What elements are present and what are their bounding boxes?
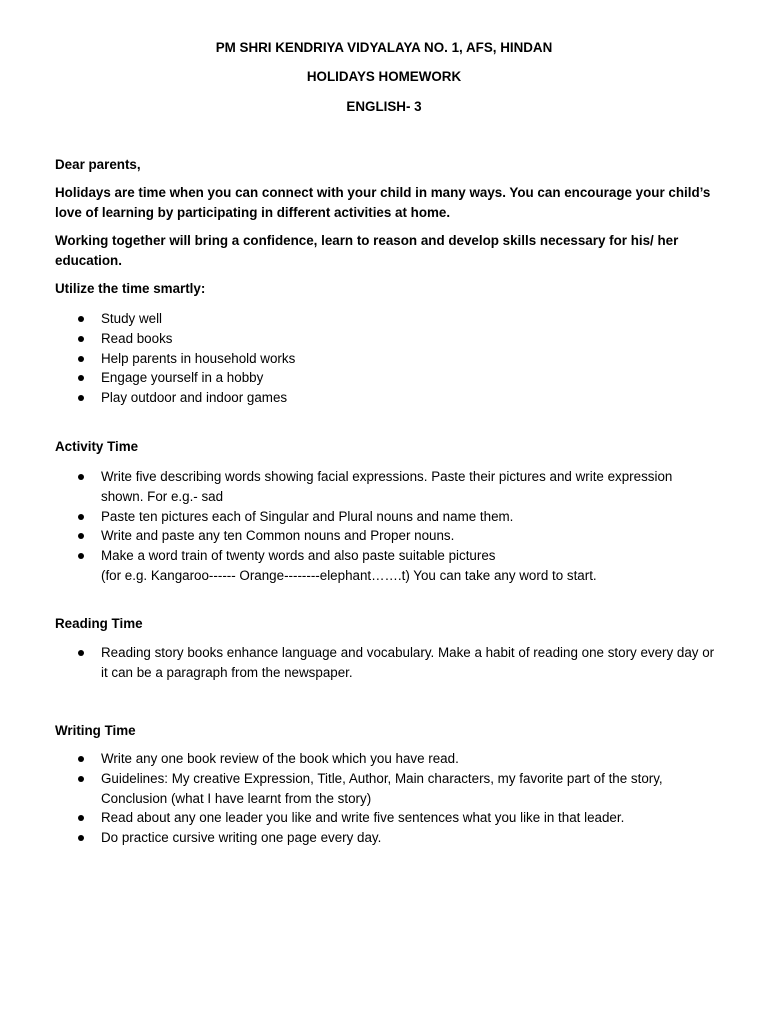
list-item: Help parents in household works — [55, 349, 715, 369]
bullet-icon — [78, 650, 84, 656]
bullet-icon — [78, 835, 84, 841]
utilize-list — [55, 309, 715, 408]
list-item: Paste ten pictures each of Singular and Plural nouns and name them. — [55, 507, 715, 527]
school-name: PM SHRI KENDRIYA VIDYALAYA NO. 1, AFS, HINDAN — [215, 40, 553, 55]
bullet-icon — [78, 514, 84, 520]
list-item: Make a word train of twenty words and also paste suitable pictures (for e.g. Kangaroo------ Orange--------elephant…….t) You can take any word to start. — [55, 546, 715, 586]
document-title: HOLIDAYS HOMEWORK — [306, 69, 462, 84]
list-item: Write five describing words showing facial expressions. Paste their pictures and write expression shown. For e.g.- sad — [55, 467, 715, 507]
bullet-icon — [78, 474, 84, 480]
list-item: Guidelines: My creative Expression, Title, Author, Main characters, my favorite part of the story, Conclusion (what I have learnt from the story) — [55, 769, 715, 809]
utilize-heading: Utilize the time smartly: — [55, 281, 206, 296]
subject-title: ENGLISH- 3 — [346, 99, 422, 114]
bullet-icon — [78, 375, 84, 381]
reading-list — [55, 643, 715, 683]
reading-heading: Reading Time — [55, 616, 143, 631]
bullet-icon — [78, 356, 84, 362]
bullet-icon — [78, 336, 84, 342]
bullet-icon — [78, 395, 84, 401]
intro-paragraph-2: Working together will bring a confidence, learn to reason and develop skills necessary for his/ her education. — [55, 233, 679, 268]
bullet-icon — [78, 815, 84, 821]
list-item: Do practice cursive writing one page every day. — [55, 828, 715, 848]
list-item: Engage yourself in a hobby — [55, 368, 715, 388]
list-item: Play outdoor and indoor games — [55, 388, 715, 408]
list-item: Read books — [55, 329, 715, 349]
list-item: Write and paste any ten Common nouns and Proper nouns. — [55, 526, 715, 546]
list-item: Reading story books enhance language and vocabulary. Make a habit of reading one story every day or it can be a paragraph from the newspaper. — [55, 643, 715, 683]
example-line: (for e.g. Kangaroo------ Orange--------elephant…….t) You can take any word to start. — [101, 567, 597, 583]
writing-list — [55, 749, 715, 848]
writing-heading: Writing Time — [55, 723, 136, 738]
greeting: Dear parents, — [55, 157, 141, 172]
list-item: Study well — [55, 309, 715, 329]
bullet-icon — [78, 533, 84, 539]
activity-heading: Activity Time — [55, 439, 139, 454]
bullet-icon — [78, 553, 84, 559]
intro-paragraph-1: Holidays are time when you can connect with your child in many ways. You can encourage your child’s love of learning by participating in different activities at home. — [55, 185, 711, 220]
activity-list — [55, 467, 715, 586]
list-item: Read about any one leader you like and write five sentences what you like in that leader. — [55, 808, 715, 828]
bullet-icon — [78, 776, 84, 782]
list-item: Write any one book review of the book which you have read. — [55, 749, 715, 769]
bullet-icon — [78, 316, 84, 322]
bullet-icon — [78, 756, 84, 762]
